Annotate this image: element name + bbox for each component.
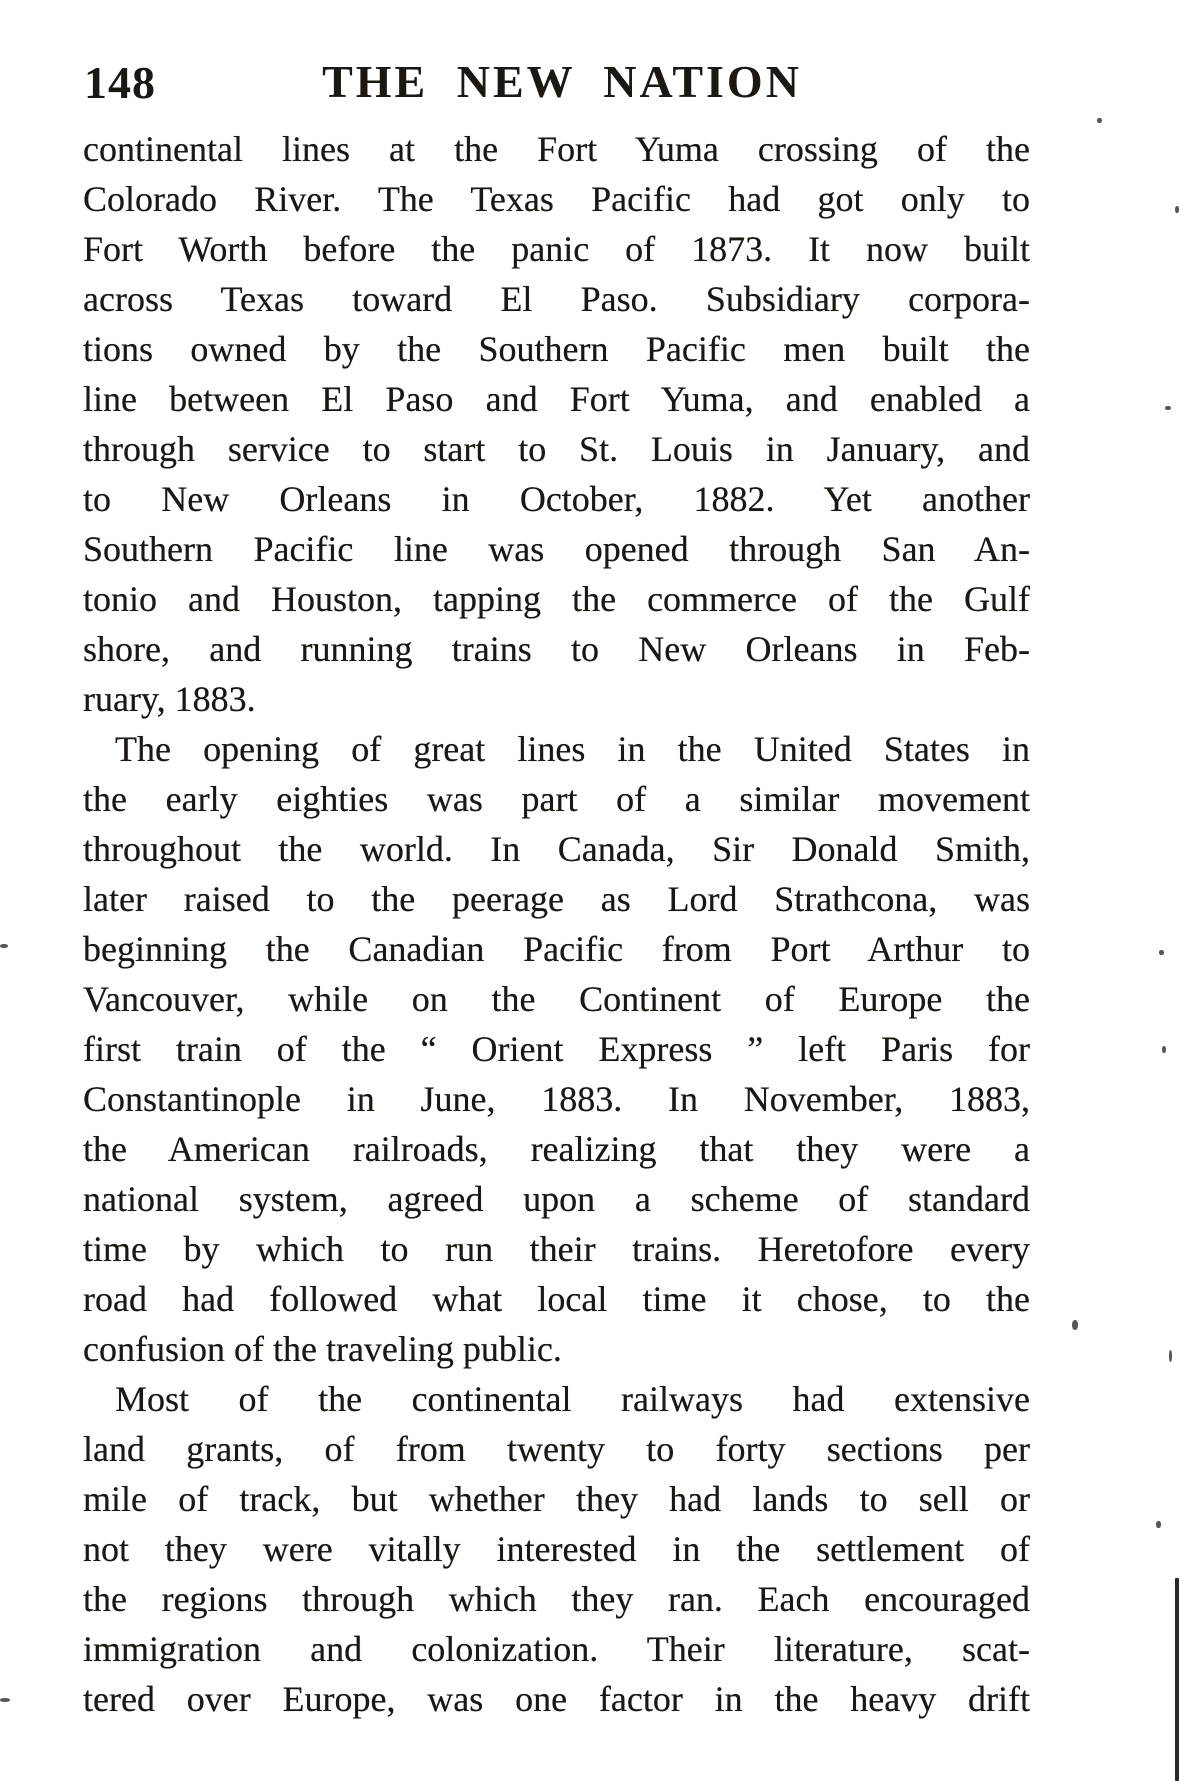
scan-speck	[1169, 1350, 1172, 1362]
text-line: Southern Pacific line was opened through San An-	[83, 529, 1030, 569]
text-line: the regions through which they ran. Each encouraged	[83, 1579, 1030, 1619]
text-line: the American railroads, realizing that they were a	[83, 1129, 1030, 1169]
running-header-title: THE NEW NATION	[322, 56, 802, 107]
text-line: through service to start to St. Louis in January, and	[83, 429, 1030, 469]
text-line: national system, agreed upon a scheme of standard	[83, 1179, 1030, 1219]
text-line: not they were vitally interested in the settlement of	[83, 1529, 1030, 1569]
scan-edge-line	[1175, 1578, 1179, 1781]
text-line: Fort Worth before the panic of 1873. It now built	[83, 229, 1030, 269]
text-line: line between El Paso and Fort Yuma, and enabled a	[83, 379, 1030, 419]
scan-speck	[1165, 406, 1171, 410]
text-line: tonio and Houston, tapping the commerce of the Gulf	[83, 579, 1030, 619]
scan-speck	[1156, 1521, 1161, 1528]
text-line: mile of track, but whether they had lands to sell or	[83, 1479, 1030, 1519]
text-line: road had followed what local time it chose, to the	[83, 1279, 1030, 1319]
text-line: Colorado River. The Texas Pacific had got only to	[83, 179, 1030, 219]
text-line: across Texas toward El Paso. Subsidiary corpora-	[83, 279, 1030, 319]
scan-speck	[1162, 1046, 1166, 1053]
text-line: Most of the continental railways had extensive	[115, 1379, 1030, 1419]
text-line: immigration and colonization. Their literature, scat-	[83, 1629, 1030, 1669]
scan-speck	[1072, 1320, 1078, 1330]
text-line: tions owned by the Southern Pacific men built the	[83, 329, 1030, 369]
text-line: shore, and running trains to New Orleans in Feb-	[83, 629, 1030, 669]
text-line: the early eighties was part of a similar movement	[83, 779, 1030, 819]
text-line: tered over Europe, was one factor in the heavy drift	[83, 1679, 1030, 1719]
text-line: first train of the “ Orient Express ” left Paris for	[83, 1029, 1030, 1069]
text-line: to New Orleans in October, 1882. Yet another	[83, 479, 1030, 519]
text-line: beginning the Canadian Pacific from Port Arthur to	[83, 929, 1030, 969]
text-line: confusion of the traveling public.	[83, 1329, 562, 1369]
page-number: 148	[84, 57, 156, 108]
text-line: Vancouver, while on the Continent of Europe the	[83, 979, 1030, 1019]
scan-speck	[1159, 950, 1164, 955]
scan-speck	[1097, 118, 1102, 123]
text-line: The opening of great lines in the United States in	[115, 729, 1030, 769]
scan-speck	[0, 1698, 10, 1702]
scan-speck	[0, 944, 8, 948]
text-line: Constantinople in June, 1883. In November, 1883,	[83, 1079, 1030, 1119]
text-line: later raised to the peerage as Lord Strathcona, was	[83, 879, 1030, 919]
body-text	[83, 124, 1030, 1724]
text-line: land grants, of from twenty to forty sections per	[83, 1429, 1030, 1469]
text-line: ruary, 1883.	[83, 679, 256, 719]
scan-speck	[1175, 206, 1179, 213]
text-line: throughout the world. In Canada, Sir Donald Smith,	[83, 829, 1030, 869]
text-line: continental lines at the Fort Yuma crossing of the	[83, 129, 1030, 169]
text-line: time by which to run their trains. Heretofore every	[83, 1229, 1030, 1269]
